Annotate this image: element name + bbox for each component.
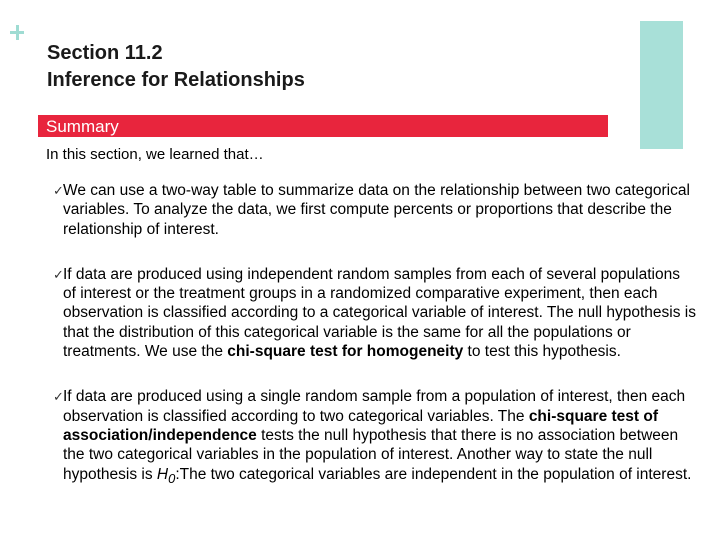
bullet-text-part: :The two categorical variables are independent in the population of interest. — [175, 465, 692, 483]
bold-term: chi-square test for homogeneity — [227, 343, 464, 361]
slide-title — [47, 40, 305, 94]
bullet-item — [46, 181, 696, 239]
bullet-text — [63, 265, 696, 361]
bullet-text — [63, 387, 696, 488]
checkmark-icon: ✓ — [53, 389, 64, 405]
intro-text: In this section, we learned that… — [46, 146, 264, 163]
summary-bar — [38, 115, 608, 137]
bullet-text-part: If data are produced using a single random sample from a population of interest, then each observation is classified according to two categorical variables. The — [63, 388, 686, 425]
checkmark-icon: ✓ — [53, 183, 64, 198]
null-hypothesis-symbol — [156, 465, 176, 486]
bold-term: chi-square test of association/independence — [63, 407, 659, 444]
bullet-text-part: to test this hypothesis. — [463, 343, 621, 361]
bullet-text: We can use a two-way table to summarize data on the relationship between two categorical variables. To analyze the data, we first compute percents or proportions that describe the relationship of interest. — [63, 182, 690, 238]
title-line-2: Inference for Relationships — [47, 69, 305, 91]
bullet-text-part: If data are produced using independent random samples from each of several populations of interest or the treatment groups in a randomized comparative experiment, then each observation is classified according to a categorical variable of interest. The null hypothesis is that the distribution of this categorical variable is the same for all the populations or treatments. We use the — [63, 265, 696, 361]
plus-icon — [10, 20, 38, 48]
bullet-list — [46, 181, 696, 514]
bullet-item — [46, 387, 696, 488]
accent-bar — [640, 21, 683, 149]
h0-subscript: 0 — [168, 470, 176, 486]
checkmark-icon: ✓ — [53, 266, 64, 282]
h0-letter: H — [156, 465, 169, 483]
title-line-1: Section 11.2 — [47, 42, 163, 64]
bullet-item — [46, 265, 696, 361]
bullet-text-part: tests the null hypothesis that there is no association between the two categorical variables in the population of interest. Another way to state the null hypothesis is — [63, 426, 679, 483]
summary-label: Summary — [46, 117, 119, 136]
